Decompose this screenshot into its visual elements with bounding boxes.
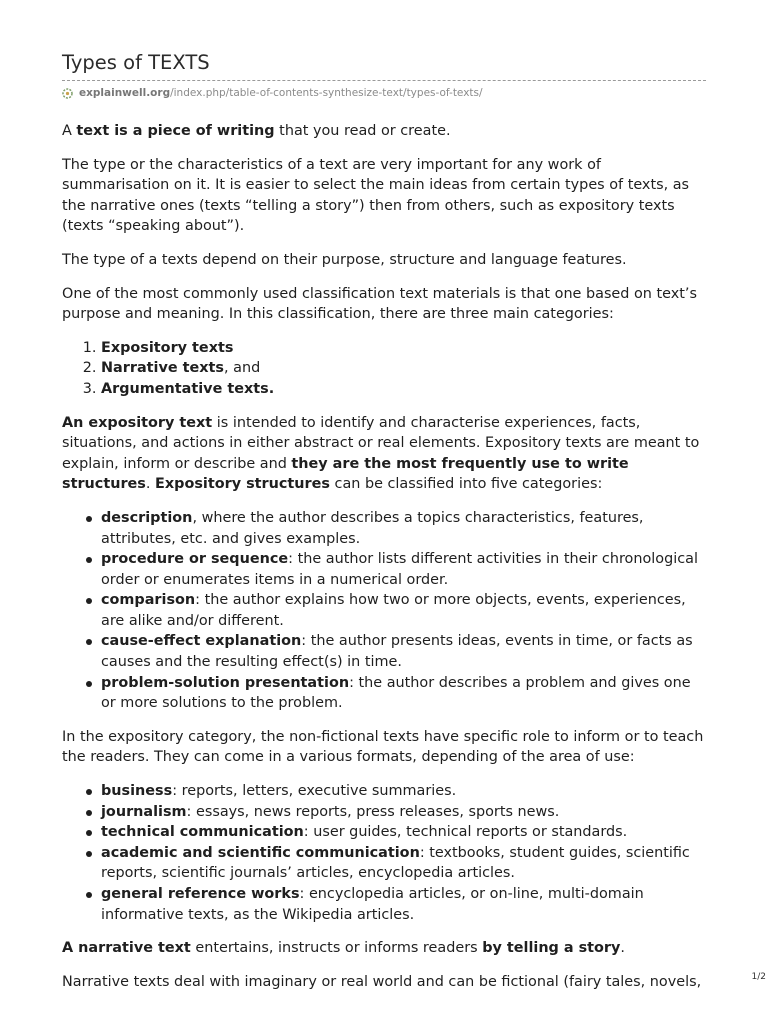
paragraph-purpose: The type of a texts depend on their purpose, structure and language features.: [62, 251, 627, 268]
list-item: general reference works: encyclopedia articles, or on-line, multi-domain informative texts, as the Wikipedia articles.: [101, 884, 708, 925]
source-url[interactable]: [62, 86, 708, 100]
list-item: cause-effect explanation: the author presents ideas, events in time, or facts as causes and the resulting effect(s) in time.: [101, 631, 708, 672]
site-favicon-icon: [62, 88, 73, 99]
formats-list: [62, 781, 708, 925]
paragraph-definition: A text is a piece of writing that you read or create.: [62, 123, 451, 139]
categories-list: [62, 338, 708, 400]
list-item: 3. Argumentative texts.: [101, 379, 708, 400]
page-number: 1/2: [751, 972, 766, 982]
list-item: description, where the author describes a topics characteristics, features, attributes, etc. and gives examples.: [101, 508, 708, 549]
paragraph-classification: One of the most commonly used classification text materials is that one based on text’s purpose and meaning. In this classification, there are three main categories:: [62, 285, 697, 323]
paragraph-expository: An expository text is intended to identify and characterise experiences, facts, situations, and actions in either abstract or real elements. Expository texts are meant to explain, inform or describe and they are the most frequently use to write structures. Expository structures can be classified into five categories:: [62, 414, 700, 493]
page-title: Types of TEXTS: [62, 51, 210, 74]
list-item: journalism: essays, news reports, press releases, sports news.: [101, 802, 708, 823]
list-item: academic and scientific communication: textbooks, student guides, scientific reports, scientific journals’ articles, encyclopedia articles.: [101, 843, 708, 884]
source-domain[interactable]: explainwell.org: [79, 87, 171, 99]
paragraph-narrative-types: Narrative texts deal with imaginary or real world and can be fictional (fairy tales, novels,: [62, 973, 702, 990]
source-path[interactable]: /index.php/table-of-contents-synthesize-text/types-of-texts/: [170, 87, 483, 99]
paragraph-summarisation: The type or the characteristics of a text are very important for any work of summarisation on it. It is easier to select the main ideas from certain types of texts, as the narrative ones (texts “telling a story”) then from others, such as expository texts (texts “speaking about”).: [62, 156, 690, 235]
list-item: comparison: the author explains how two or more objects, events, experiences, are alike and/or different.: [101, 590, 708, 631]
paragraph-narrative: A narrative text entertains, instructs or informs readers by telling a story.: [62, 940, 625, 957]
structures-list: [62, 508, 708, 714]
list-item: 1. Expository texts: [101, 338, 708, 359]
paragraph-formats: In the expository category, the non-fictional texts have specific role to inform or to teach the readers. They can come in a various formats, depending of the area of use:: [62, 728, 704, 766]
document-page: [62, 50, 708, 1005]
list-item: business: reports, letters, executive summaries.: [101, 781, 708, 802]
list-item: technical communication: user guides, technical reports or standards.: [101, 822, 708, 843]
title-divider: [62, 80, 706, 81]
list-item: procedure or sequence: the author lists different activities in their chronological order or enumerates items in a numerical order.: [101, 549, 708, 590]
list-item: problem-solution presentation: the author describes a problem and gives one or more solutions to the problem.: [101, 673, 708, 714]
list-item: 2. Narrative texts, and: [101, 358, 708, 379]
